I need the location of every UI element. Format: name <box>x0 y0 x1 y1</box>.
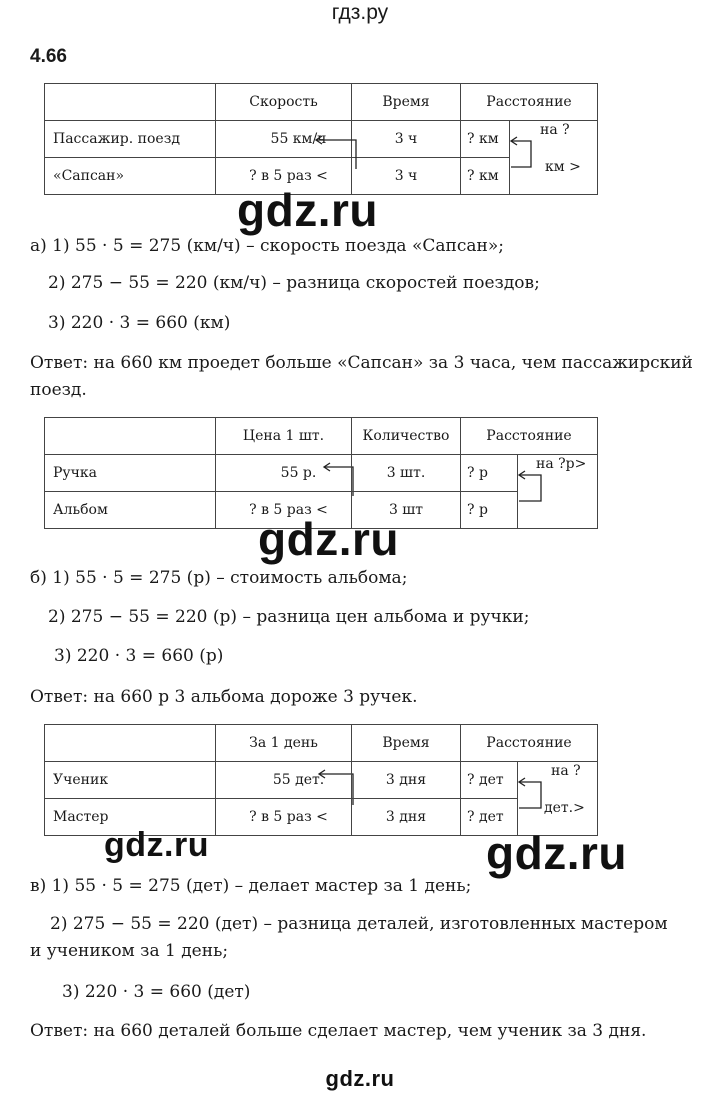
table-row <box>45 725 598 762</box>
watermark: gdz.ru <box>104 826 209 864</box>
site-header[interactable]: гдз.ру <box>331 1 389 24</box>
value-cell: 3 дня <box>352 762 461 799</box>
value-cell: ? в 5 раз < <box>216 799 352 836</box>
value-cell: 3 ч <box>352 121 461 158</box>
value-cell: ? дет <box>461 762 518 799</box>
row-label: Ученик <box>45 762 216 799</box>
value-cell: 3 шт <box>352 492 461 529</box>
table-row <box>45 762 598 799</box>
value-cell: 3 шт. <box>352 455 461 492</box>
table-row <box>45 455 598 492</box>
row-label: Ручка <box>45 455 216 492</box>
answer-line: Ответ: на 660 р 3 альбома дороже 3 ручек. <box>30 687 418 707</box>
value-cell: 55 км/ч <box>216 121 352 158</box>
header-cell: Расстояние <box>461 418 598 455</box>
value-cell: ? в 5 раз < <box>216 492 352 529</box>
watermark: gdz.ru <box>258 513 399 565</box>
value-cell: ? р <box>461 455 518 492</box>
solution-line: в) 1) 55 · 5 = 275 (дет) – делает мастер за 1 день; <box>30 876 472 896</box>
footer-watermark[interactable]: gdz.ru <box>325 1066 395 1091</box>
table-c <box>44 724 598 836</box>
value-cell: ? дет <box>461 799 518 836</box>
header-cell <box>45 725 216 762</box>
row-label: «Сапсан» <box>45 158 216 195</box>
task-number: 4.66 <box>30 46 67 67</box>
answer-bottom: км > <box>545 159 581 175</box>
watermark: gdz.ru <box>486 827 627 879</box>
solution-line: и учеником за 1 день; <box>30 941 229 961</box>
solution-line: б) 1) 55 · 5 = 275 (р) – стоимость альбома; <box>30 568 408 588</box>
solution-line: 3) 220 · 3 = 660 (км) <box>48 313 231 333</box>
value-cell: ? км <box>461 158 510 195</box>
answer-line: Ответ: на 660 деталей больше сделает мастер, чем ученик за 3 дня. <box>30 1021 647 1041</box>
value-cell: ? в 5 раз < <box>216 158 352 195</box>
solution-line: 2) 275 − 55 = 220 (р) – разница цен альбома и ручки; <box>48 607 530 627</box>
solution-line: 3) 220 · 3 = 660 (дет) <box>62 982 251 1002</box>
value-cell: ? р <box>461 492 518 529</box>
header-cell: За 1 день <box>216 725 352 762</box>
answer-line: Ответ: на 660 км проедет больше «Сапсан» за 3 часа, чем пассажирский <box>30 353 693 373</box>
solution-line: 2) 275 − 55 = 220 (км/ч) – разница скоростей поездов; <box>48 273 540 293</box>
header-cell: Расстояние <box>461 725 598 762</box>
row-label: Альбом <box>45 492 216 529</box>
header-cell <box>45 418 216 455</box>
header-cell: Скорость <box>216 84 352 121</box>
row-label: Мастер <box>45 799 216 836</box>
value-cell: ? км <box>461 121 510 158</box>
answer-line: поезд. <box>30 380 87 400</box>
value-cell: 55 р. <box>216 455 352 492</box>
header-cell: Время <box>352 725 461 762</box>
header-cell: Количество <box>352 418 461 455</box>
row-label: Пассажир. поезд <box>45 121 216 158</box>
solution-line: а) 1) 55 · 5 = 275 (км/ч) – скорость поезда «Сапсан»; <box>30 236 504 256</box>
value-cell: 3 дня <box>352 799 461 836</box>
answer-top: на ?р> <box>536 456 587 472</box>
watermark: gdz.ru <box>237 184 378 236</box>
value-cell: 55 дет. <box>216 762 352 799</box>
answer-top: на ? <box>551 763 581 779</box>
header-cell: Цена 1 шт. <box>216 418 352 455</box>
solution-line: 3) 220 · 3 = 660 (р) <box>54 646 224 666</box>
answer-bottom: дет.> <box>544 800 585 816</box>
table-row <box>45 418 598 455</box>
value-cell: 3 ч <box>352 158 461 195</box>
header-cell: Расстояние <box>461 84 598 121</box>
answer-top: на ? <box>540 122 570 138</box>
header-cell: Время <box>352 84 461 121</box>
solution-line: 2) 275 − 55 = 220 (дет) – разница деталей, изготовленных мастером <box>50 914 668 934</box>
